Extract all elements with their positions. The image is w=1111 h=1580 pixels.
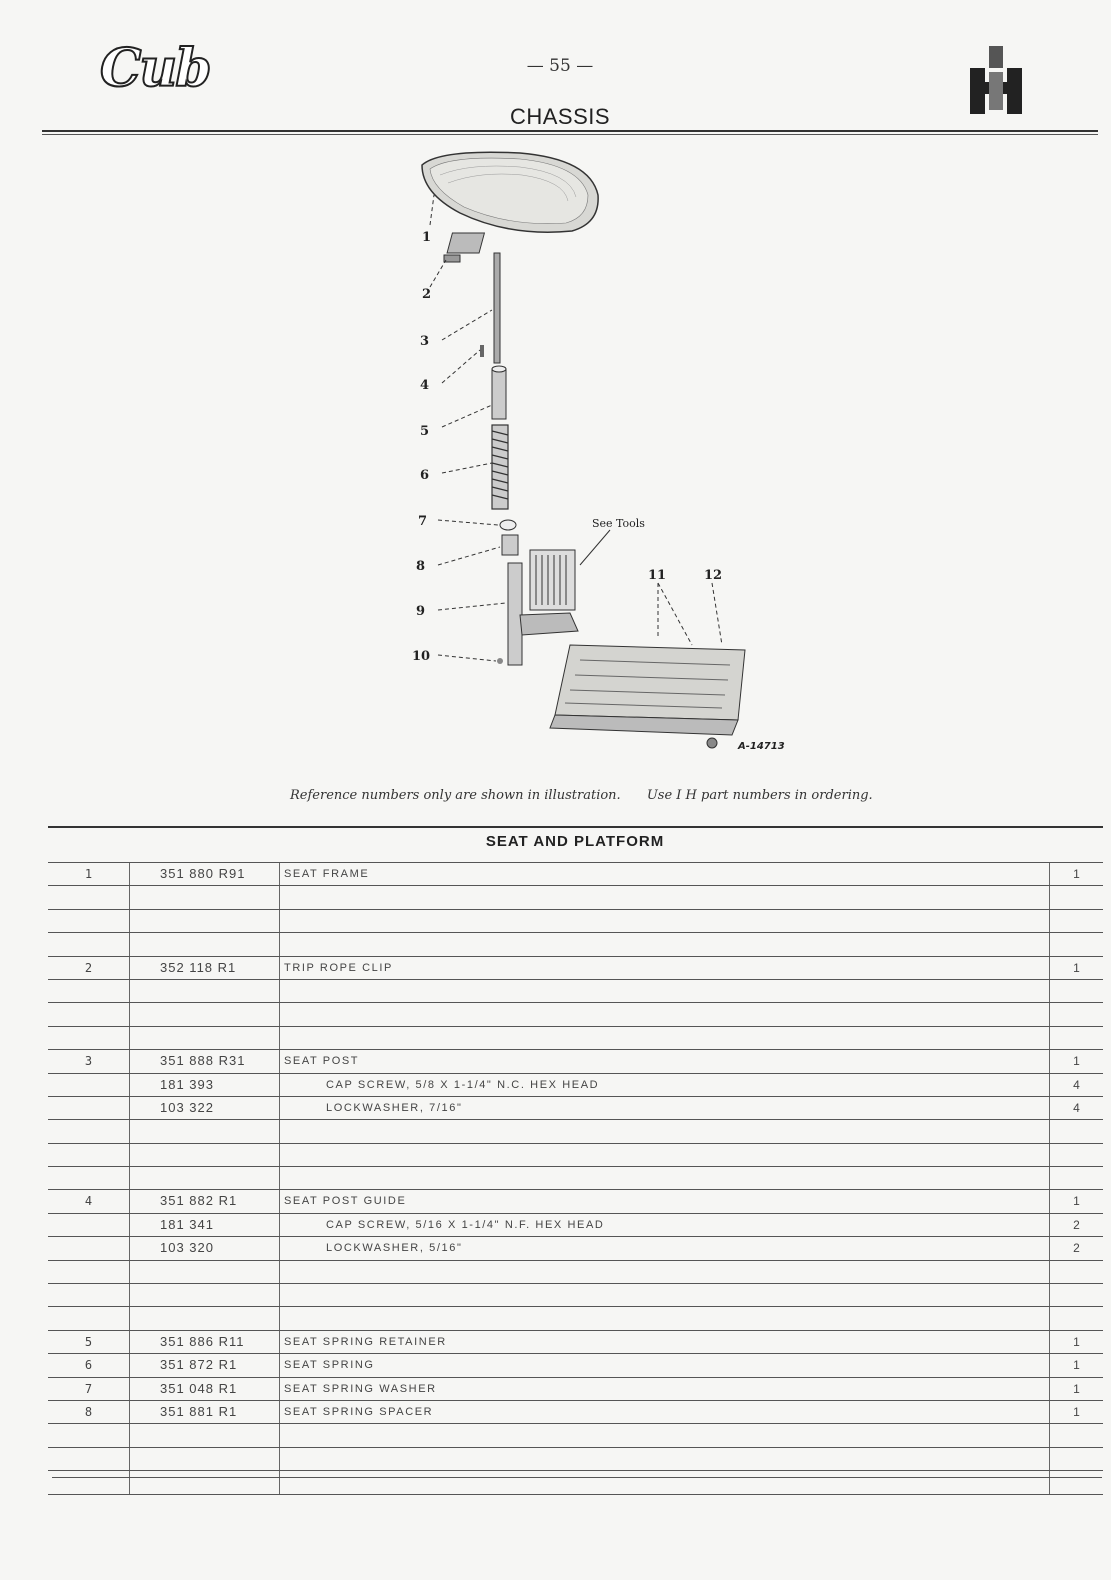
table-row: [48, 1074, 1103, 1097]
part-number-cell: [130, 1003, 280, 1025]
part-number-cell: 351 048 R1: [130, 1378, 280, 1400]
quantity-cell: 4: [1073, 1100, 1080, 1115]
ref-number-cell: [48, 1424, 130, 1446]
description-cell: [280, 980, 1050, 1002]
description-cell: [280, 1261, 1050, 1283]
part-number-cell: 351 872 R1: [130, 1354, 280, 1376]
ref-number-cell: [48, 1074, 130, 1096]
part-number-cell: 103 322: [130, 1097, 280, 1119]
description-cell: SEAT SPRING WASHER: [280, 1378, 1050, 1400]
part-number-cell: 103 320: [130, 1237, 280, 1259]
part-number-cell: [130, 980, 280, 1002]
quantity-cell: 4: [1073, 1077, 1080, 1092]
ref-number-cell: [48, 980, 130, 1002]
ref-number-cell: 5: [48, 1331, 130, 1353]
table-top-rule: [48, 826, 1103, 828]
quantity-cell: [1050, 1261, 1103, 1283]
quantity-cell: [1050, 1120, 1103, 1142]
ref-number-cell: [48, 1003, 130, 1025]
description-cell: [280, 933, 1050, 955]
table-row: [48, 862, 1103, 886]
description-cell: SEAT FRAME: [280, 863, 1050, 885]
description-cell: [280, 1424, 1050, 1446]
description-cell: [280, 886, 1050, 908]
quantity-cell: [1050, 886, 1103, 908]
table-row: [48, 1003, 1103, 1026]
table-row: [48, 980, 1103, 1003]
part-number-cell: [130, 1424, 280, 1446]
table-row: [48, 1354, 1103, 1377]
table-row: [48, 1027, 1103, 1050]
table-row: [48, 1331, 1103, 1354]
quantity-cell: 1: [1073, 960, 1080, 975]
ref-number-cell: [48, 933, 130, 955]
description-cell: LOCKWASHER, 7/16": [280, 1097, 1050, 1119]
quantity-cell: [1050, 1424, 1103, 1446]
table-row: [48, 1448, 1103, 1471]
quantity-cell: [1050, 933, 1103, 955]
quantity-cell: [1050, 1471, 1103, 1493]
page-title: CHASSIS: [509, 104, 611, 129]
ih-logo-icon: [970, 46, 1022, 114]
table-row: [48, 1424, 1103, 1447]
description-cell: [280, 910, 1050, 932]
description-cell: [280, 1144, 1050, 1166]
part-number-cell: 351 881 R1: [130, 1401, 280, 1423]
ref-number-cell: [48, 1120, 130, 1142]
table-row: [48, 1284, 1103, 1307]
description-cell: CAP SCREW, 5/16 X 1-1/4" N.F. HEX HEAD: [280, 1214, 1050, 1236]
description-cell: [280, 1471, 1050, 1493]
table-row: [48, 1307, 1103, 1330]
table-row: [48, 1378, 1103, 1401]
table-row: [48, 910, 1103, 933]
label-1: 1: [422, 230, 432, 245]
table-row: [48, 1237, 1103, 1260]
ref-number-cell: 7: [48, 1378, 130, 1400]
part-number-cell: [130, 1307, 280, 1329]
label-6: 6: [420, 468, 430, 483]
description-cell: [280, 1307, 1050, 1329]
quantity-cell: [1050, 1003, 1103, 1025]
label-8: 8: [416, 559, 426, 574]
description-cell: [280, 1003, 1050, 1025]
description-cell: SEAT SPRING SPACER: [280, 1401, 1050, 1423]
description-cell: [280, 1284, 1050, 1306]
ref-number-cell: [48, 1471, 130, 1493]
ref-number-cell: [48, 1167, 130, 1189]
quantity-cell: 1: [1073, 1054, 1080, 1069]
part-number-cell: [130, 1471, 280, 1493]
ref-number-cell: [48, 1097, 130, 1119]
quantity-cell: [1050, 980, 1103, 1002]
quantity-cell: [1050, 910, 1103, 932]
table-row: [48, 1167, 1103, 1190]
table-row: [48, 886, 1103, 909]
ref-number-cell: 4: [48, 1190, 130, 1212]
table-bottom-rule: [52, 1477, 1102, 1478]
part-number-cell: [130, 1120, 280, 1142]
section-title: SEAT AND PLATFORM: [485, 833, 665, 850]
part-number-cell: [130, 1261, 280, 1283]
part-number-cell: 181 393: [130, 1074, 280, 1096]
part-number-cell: [130, 933, 280, 955]
ref-number-cell: 1: [48, 863, 130, 885]
ref-number-cell: 6: [48, 1354, 130, 1376]
part-number-cell: 351 888 R31: [130, 1050, 280, 1072]
table-row: [48, 1261, 1103, 1284]
part-number-cell: [130, 1448, 280, 1470]
ref-number-cell: [48, 1027, 130, 1049]
page-number: — 55 —: [526, 56, 594, 76]
description-cell: SEAT POST GUIDE: [280, 1190, 1050, 1212]
table-row: [48, 1120, 1103, 1143]
part-number-cell: [130, 1284, 280, 1306]
label-3: 3: [420, 334, 430, 349]
label-9: 9: [416, 604, 426, 619]
quantity-cell: [1050, 1284, 1103, 1306]
ref-number-cell: 2: [48, 957, 130, 979]
quantity-cell: 1: [1073, 867, 1080, 881]
label-5: 5: [420, 424, 430, 439]
quantity-cell: 2: [1073, 1217, 1080, 1232]
label-2: 2: [422, 287, 432, 302]
label-4: 4: [420, 378, 430, 393]
description-cell: SEAT SPRING RETAINER: [280, 1331, 1050, 1353]
table-row: [48, 1471, 1103, 1494]
see-tools-label: See Tools: [592, 517, 645, 530]
part-number-cell: [130, 1027, 280, 1049]
description-cell: SEAT POST: [280, 1050, 1050, 1072]
quantity-cell: 1: [1073, 1404, 1080, 1419]
label-11: 11: [648, 568, 667, 583]
reference-note-part2: Use I H part numbers in ordering.: [646, 788, 873, 803]
quantity-cell: [1050, 1448, 1103, 1470]
ref-number-cell: [48, 1307, 130, 1329]
table-row: [48, 1214, 1103, 1237]
ref-number-cell: [48, 1261, 130, 1283]
quantity-cell: 1: [1073, 1194, 1080, 1209]
part-number-cell: 351 886 R11: [130, 1331, 280, 1353]
parts-table: [48, 862, 1103, 1495]
part-number-cell: [130, 886, 280, 908]
description-cell: CAP SCREW, 5/8 X 1-1/4" N.C. HEX HEAD: [280, 1074, 1050, 1096]
exploded-view-illustration: [400, 145, 820, 765]
part-number-cell: [130, 1167, 280, 1189]
cub-logo: Cub: [100, 38, 210, 99]
ref-number-cell: [48, 1237, 130, 1259]
part-number-cell: 351 882 R1: [130, 1190, 280, 1212]
figure-id: A-14713: [738, 741, 785, 752]
quantity-cell: [1050, 1144, 1103, 1166]
quantity-cell: 1: [1073, 1334, 1080, 1349]
reference-note-part1: Reference numbers only are shown in illustration.: [290, 788, 621, 803]
quantity-cell: 1: [1073, 1358, 1080, 1373]
label-7: 7: [418, 514, 428, 529]
ref-number-cell: 8: [48, 1401, 130, 1423]
description-cell: TRIP ROPE CLIP: [280, 957, 1050, 979]
header-rule: [42, 130, 1098, 132]
description-cell: [280, 1027, 1050, 1049]
table-row: [48, 1190, 1103, 1213]
part-number-cell: 352 118 R1: [130, 957, 280, 979]
part-number-cell: [130, 1144, 280, 1166]
ref-number-cell: [48, 1448, 130, 1470]
quantity-cell: [1050, 1167, 1103, 1189]
quantity-cell: 1: [1073, 1381, 1080, 1396]
ref-number-cell: 3: [48, 1050, 130, 1072]
reference-note: [290, 788, 930, 803]
table-row: [48, 1401, 1103, 1424]
description-cell: SEAT SPRING: [280, 1354, 1050, 1376]
header-rule-thin: [42, 134, 1098, 135]
label-12: 12: [704, 568, 723, 583]
table-row: [48, 933, 1103, 956]
table-row: [48, 1097, 1103, 1120]
table-row: [48, 957, 1103, 980]
quantity-cell: 2: [1073, 1241, 1080, 1256]
description-cell: LOCKWASHER, 5/16": [280, 1237, 1050, 1259]
description-cell: [280, 1448, 1050, 1470]
table-row: [48, 1050, 1103, 1073]
part-number-cell: 181 341: [130, 1214, 280, 1236]
ref-number-cell: [48, 1144, 130, 1166]
table-row: [48, 1144, 1103, 1167]
label-10: 10: [412, 649, 431, 664]
description-cell: [280, 1167, 1050, 1189]
ref-number-cell: [48, 886, 130, 908]
quantity-cell: [1050, 1027, 1103, 1049]
ref-number-cell: [48, 1284, 130, 1306]
description-cell: [280, 1120, 1050, 1142]
part-number-cell: 351 880 R91: [130, 863, 280, 885]
seat-frame-shape: [422, 152, 598, 232]
ref-number-cell: [48, 1214, 130, 1236]
ref-number-cell: [48, 910, 130, 932]
part-number-cell: [130, 910, 280, 932]
quantity-cell: [1050, 1307, 1103, 1329]
